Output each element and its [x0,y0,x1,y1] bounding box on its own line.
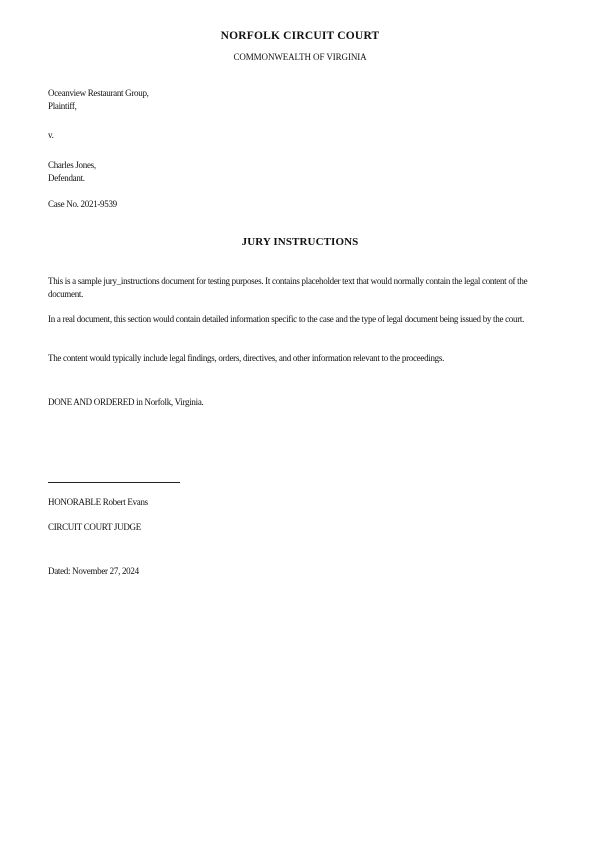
plaintiff-name: Oceanview Restaurant Group, [48,88,149,98]
plaintiff-block [48,87,149,112]
signature-line [48,482,180,483]
body-paragraph-1: This is a sample jury_instructions document for testing purposes. It contains placeholder text that would normally contain the legal content of the document. [48,276,528,299]
judge-name: HONORABLE Robert Evans [48,497,148,507]
court-name: NORFOLK CIRCUIT COURT [220,30,380,42]
document-title: JURY INSTRUCTIONS [241,236,359,248]
plaintiff-role: Plaintiff, [48,100,77,111]
defendant-role: Defendant. [48,172,85,183]
date-line: Dated: November 27, 2024 [48,566,139,576]
body-paragraph-3: The content would typically include legal findings, orders, directives, and other information relevant to the proceedings. [48,353,445,363]
closing-statement: DONE AND ORDERED in Norfolk, Virginia. [48,397,204,407]
jurisdiction: COMMONWEALTH OF VIRGINIA [233,52,367,62]
case-number: Case No. 2021-9539 [48,199,117,209]
defendant-name: Charles Jones, [48,160,96,170]
defendant-block [48,159,96,184]
versus-text: v. [48,130,54,140]
body-paragraph-2: In a real document, this section would contain detailed information specific to the case and the type of legal document being issued by the court. [48,314,525,324]
judge-title: CIRCUIT COURT JUDGE [48,522,141,532]
